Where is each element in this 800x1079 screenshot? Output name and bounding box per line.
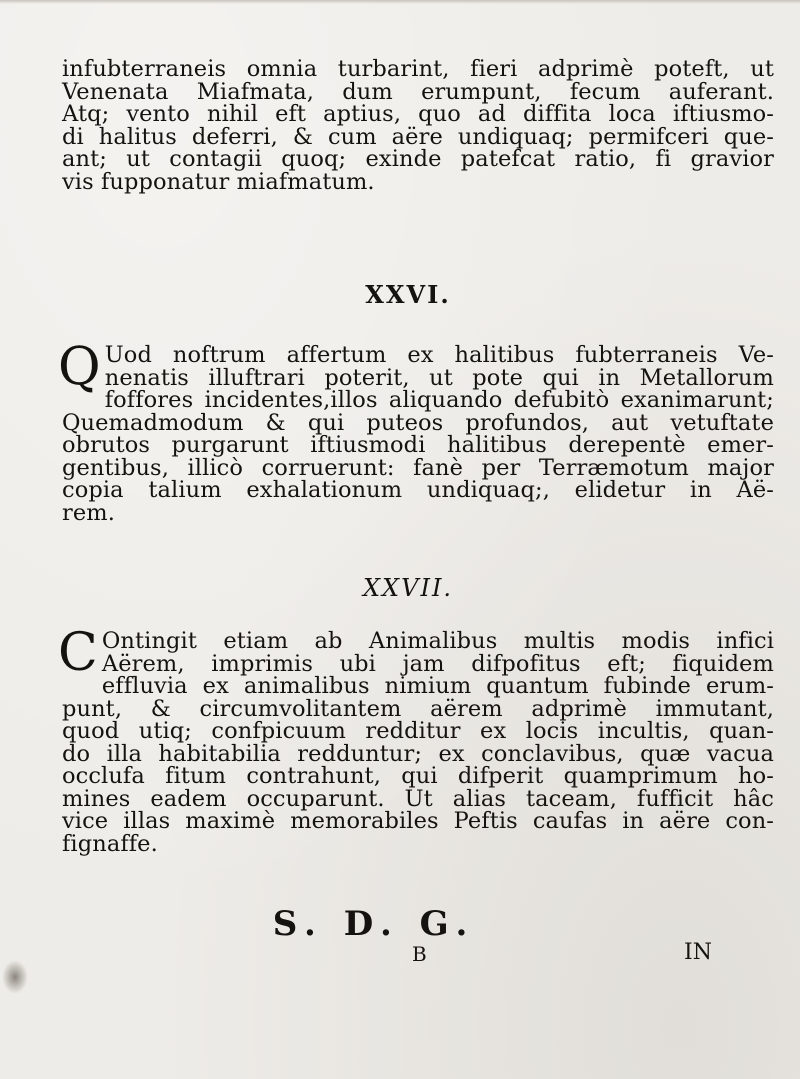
text-line: vis fupponatur miafmatum. (62, 168, 375, 195)
text-line: punt, & circumvolitantem aërem adprimè immutant, (62, 695, 774, 722)
text-line: ant; ut contagii quoq; exinde patefcat ratio, fi gravior (62, 146, 774, 172)
page-edge (0, 0, 800, 4)
signature-mark: B (412, 942, 427, 966)
text-line: di halitus deferri, & cum aëre undiquaq; permifceri que- (62, 123, 774, 150)
text-line: Ontingit etiam ab Animalibus multis modis infici (101, 628, 774, 654)
ink-smudge (2, 960, 28, 994)
text-line: quod utiq; confpicuum redditur ex locis incultis, quan- (62, 718, 774, 744)
paragraph-3 (58, 623, 774, 857)
closing-signature: S. D. G. (272, 904, 476, 944)
text-line: Quemadmodum & qui puteos profundos, aut vetuftate (62, 409, 774, 436)
text-line: obrutos purgarunt iftiusmodi halitibus derepentè emer- (62, 432, 774, 458)
text-line: do illa habitabilia redduntur; ex conclavibus, quæ vacua (62, 740, 774, 767)
text-line: gentibus, illicò corruerunt: fanè per Terræmotum major (62, 454, 774, 481)
text-line: rem. (62, 499, 115, 526)
text-line: Aërem, imprimis ubi jam difpofitus eft; fiquidem (101, 650, 774, 677)
text-line: vice illas maximè memorabiles Peftis caufas in aëre con- (62, 808, 774, 834)
catchword: IN (684, 940, 712, 965)
text-line: Venenata Miafmata, dum erumpunt, fecum auferant. (62, 78, 774, 105)
paragraph-2 (58, 337, 774, 526)
section-heading-26: XXVI. (365, 280, 451, 309)
text-line: foffores incidentes,illos aliquando defubitò exanimarunt; (104, 387, 774, 413)
text-line: mines eadem occuparunt. Ut alias taceam, fufficit hâc (62, 785, 774, 812)
text-line: Uod noftrum affertum ex halitibus fubterraneis Ve- (104, 342, 774, 368)
text-line: nenatis illuftrari poterit, ut pote qui in Metallorum (104, 364, 774, 391)
paragraph-1 (62, 58, 774, 193)
text-line: fignaffe. (62, 830, 158, 857)
drop-cap: C (58, 623, 98, 683)
text-line: effluvia ex animalibus nimium quantum fubinde erum- (101, 673, 774, 699)
text-line: occlufa fitum contrahunt, qui difperit quamprimum ho- (62, 763, 774, 789)
drop-cap: Q (58, 337, 101, 397)
text-line: copia talium exhalationum undiquaq;, elidetur in Aë- (62, 477, 774, 503)
text-line: infubterraneis omnia turbarint, fieri adprimè poteft, ut (62, 56, 774, 82)
text-line: Atq; vento nihil eft aptius, quo ad diffita loca iftiusmo- (62, 101, 774, 127)
section-heading-27: XXVII. (362, 574, 454, 602)
